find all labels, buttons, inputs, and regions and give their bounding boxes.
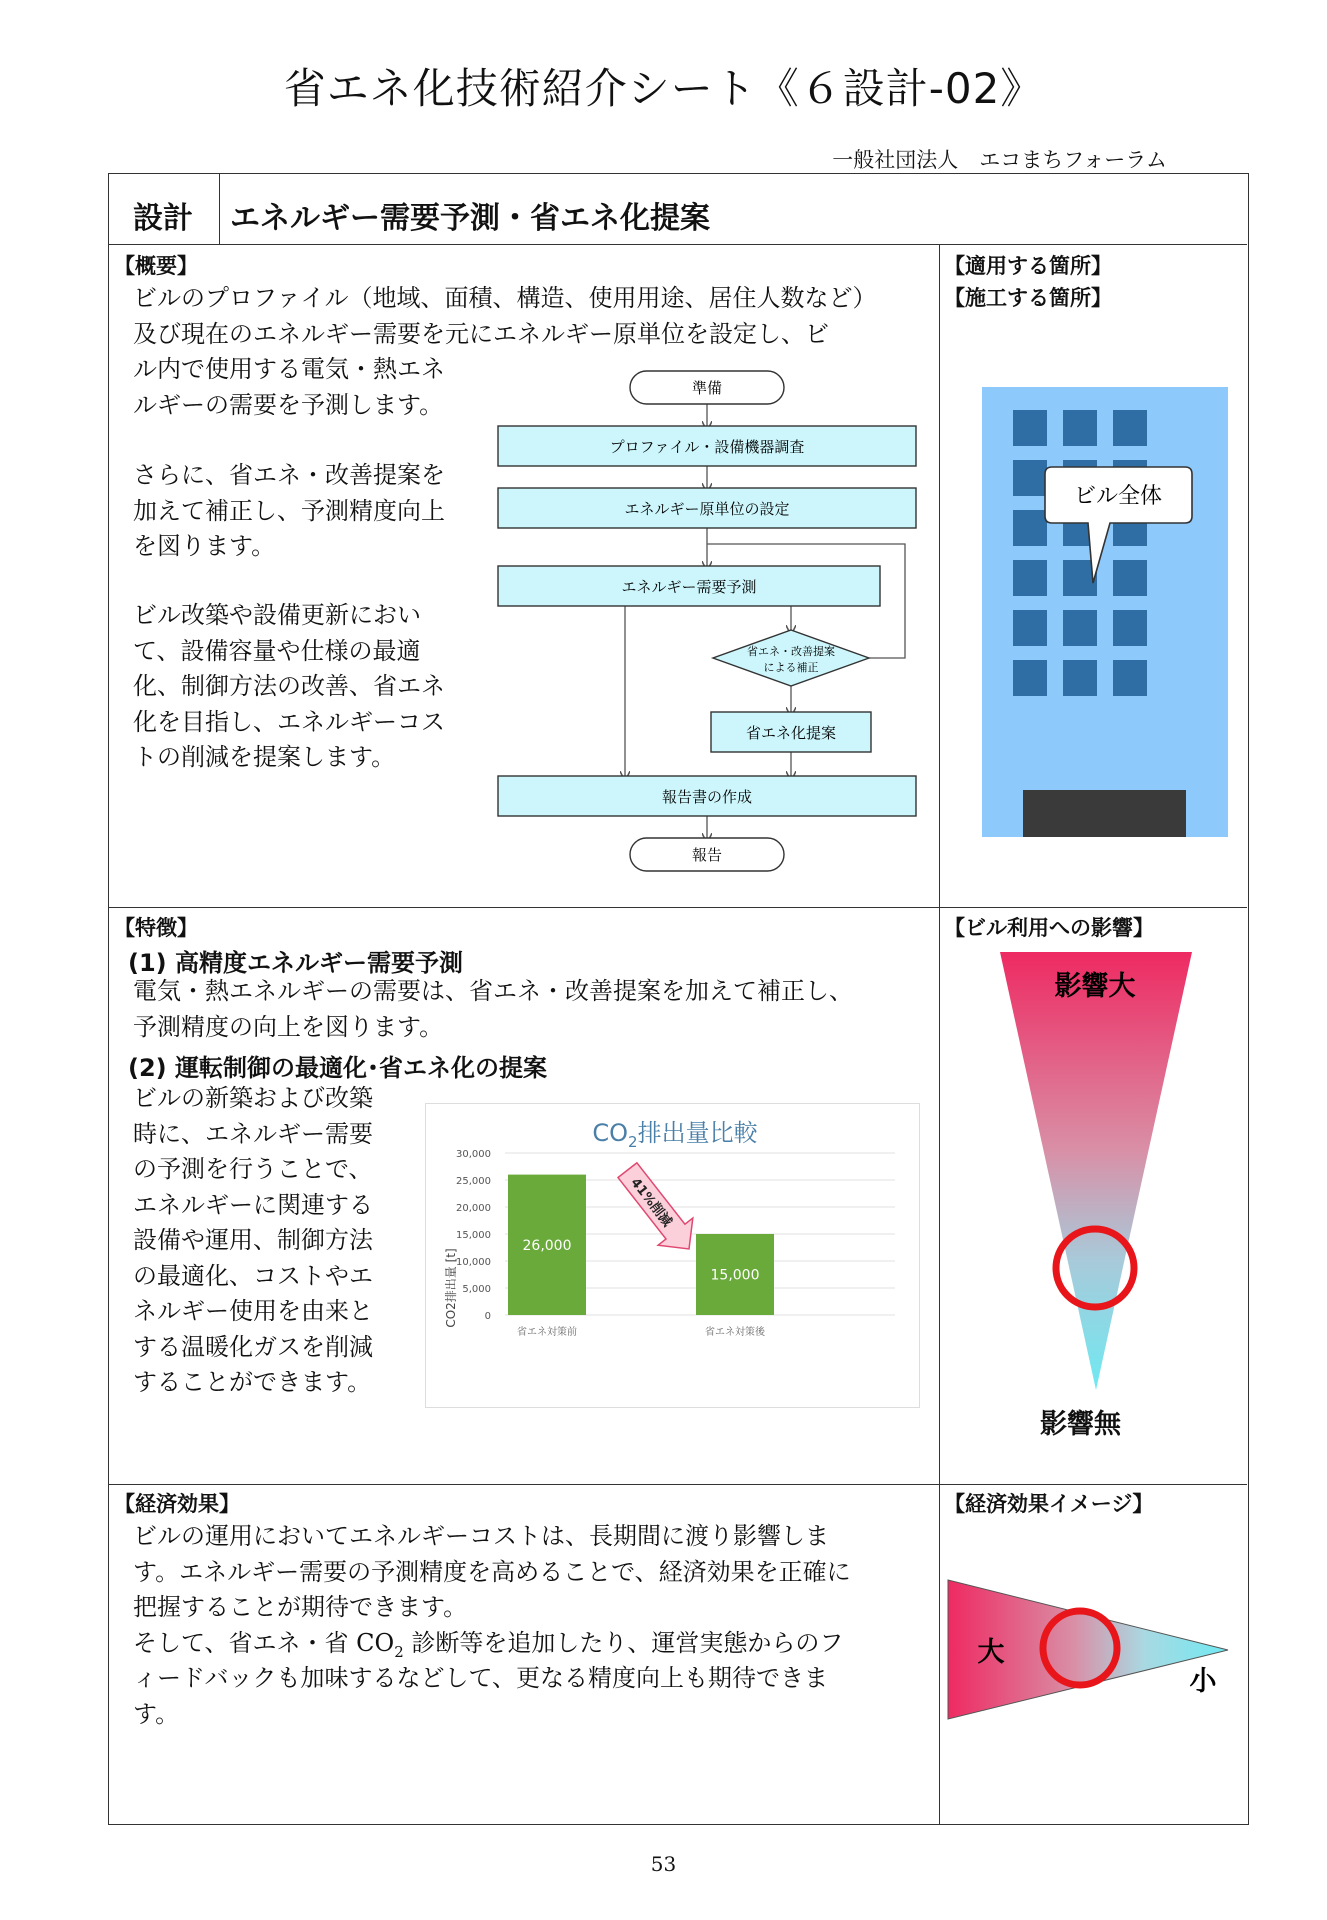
chart-title: $CO_2$排出量比較 [592,1119,758,1151]
impact-diagram [995,950,1195,1430]
bar-value-label: 26,000 [522,1237,572,1254]
window-icon [1063,410,1097,446]
flow-end-label: 報告 [691,846,723,864]
window-icon [1013,410,1047,446]
construction-label: 【施工する箇所】 [944,286,1112,310]
y-tick-label: 20,000 [456,1203,491,1214]
feature2-text: ビルの新築および改築 時に、エネルギー需要 の予測を行うことで、 エネルギーに関連する 設備や運用、制御方法 の最適化、コストやエ ネルギー使用を由来と する温暖化ガスを削減 することができます。 [133,1084,373,1396]
economy-text1: ビルの運用においてエネルギーコストは、長期間に渡り影響しま す。エネルギー需要の予測精度を高めることで、経済効果を正確に 把握することが期待できます。 [133,1522,851,1621]
overview-para3: ビル改築や設備更新におい て、設備容量や仕様の最適 化、制御方法の改善、省エネ 化を目指し、エネルギーコス トの削減を提案します。 [133,601,445,771]
feature1-text: 電気・熱エネルギーの需要は、省エネ・改善提案を加えて補正し、 予測精度の向上を図ります。 [133,977,853,1041]
window-icon [1113,560,1147,596]
bar-value-label: 15,000 [710,1267,760,1284]
features-label: 【特徴】 [114,916,198,940]
co2-chart [425,1103,920,1408]
building-illustration [980,385,1230,845]
overview-para2: さらに、省エネ・改善提案を 加えて補正し、予測精度向上 を図ります。 [133,461,445,560]
flow-decision [713,630,869,686]
window-icon [1013,510,1047,546]
callout-text: ビル全体 [1073,484,1163,509]
flow-decision-label: による補正 [763,661,819,674]
flow-step-label: プロファイル・設備機器調査 [609,438,805,456]
category-label: 設計 [133,201,193,236]
organization-name: 一般社団法人 エコまちフォーラム [832,148,1167,172]
y-tick-label: 30,000 [456,1149,491,1160]
flow-step-label: 省エネ化提案 [745,724,837,742]
economy-text2: そして、省エネ・省 $CO_2$ 診断等を追加したり、運営実態からのフ [133,1629,844,1661]
divider [109,244,1247,245]
economy-large-label: 大 [977,1637,1005,1668]
window-icon [1113,410,1147,446]
y-tick-label: 15,000 [456,1230,491,1241]
economy-diagram [945,1575,1235,1735]
y-tick-label: 5,000 [462,1284,491,1295]
window-icon [1063,660,1097,696]
economy-image-label: 【経済効果イメージ】 [944,1492,1154,1516]
page-number: 53 [650,1852,677,1876]
y-tick-label: 25,000 [456,1176,491,1187]
x-tick-label: 省エネ対策前 [517,1327,577,1338]
impact-high-label: 影響大 [1054,971,1136,1002]
door-icon [1023,790,1186,837]
overview-label: 【概要】 [114,254,198,278]
flowchart [490,362,930,882]
window-icon [1013,660,1047,696]
overview-para1: ル内で使用する電気・熱エネ ルギーの需要を予測します。 [133,355,445,419]
economy-text3: ィードバックも加味するなどして、更なる精度向上も期待できま す。 [133,1664,829,1728]
feature1-heading: (1) 高精度エネルギー需要予測 [128,949,463,977]
window-icon [1013,610,1047,646]
impact-none-label: 影響無 [1040,1409,1121,1440]
divider [219,174,220,244]
economy-label: 【経済効果】 [114,1492,240,1516]
window-icon [1013,460,1047,496]
flow-step-label: エネルギー需要予測 [621,578,757,596]
x-tick-label: 省エネ対策後 [705,1327,765,1338]
divider [109,907,1247,908]
y-tick-label: 10,000 [456,1257,491,1268]
divider [109,1484,1247,1485]
overview-intro: ビルのプロファイル（地域、面積、構造、使用用途、居住人数など） 及び現在のエネルギー需要を元にエネルギー原単位を設定し、ビ [133,284,877,348]
section-heading: エネルギー需要予測・省エネ化提案 [230,201,710,236]
page-title: 省エネ化技術紹介シート《６設計-02》 [283,64,1044,113]
window-icon [1113,660,1147,696]
window-icon [1013,560,1047,596]
window-icon [1113,610,1147,646]
impact-label: 【ビル利用への影響】 [944,916,1154,940]
window-icon [1063,610,1097,646]
impact-wedge [1000,952,1192,1390]
y-axis-label: CO2排出量 [t] [444,1248,458,1328]
feature2-heading: (2) 運転制御の最適化･省エネ化の提案 [128,1054,547,1082]
y-tick-label: 0 [484,1311,491,1322]
flow-step-label: 報告書の作成 [661,788,753,806]
applicable-label: 【適用する箇所】 [944,254,1112,278]
chart-frame [426,1104,920,1408]
reduction-label: 41%削減 [627,1175,675,1230]
flow-decision-label: 省エネ・改善提案 [747,645,835,658]
economy-small-label: 小 [1189,1666,1217,1697]
flow-start-label: 準備 [691,379,723,397]
flow-step-label: エネルギー原単位の設定 [624,500,790,518]
